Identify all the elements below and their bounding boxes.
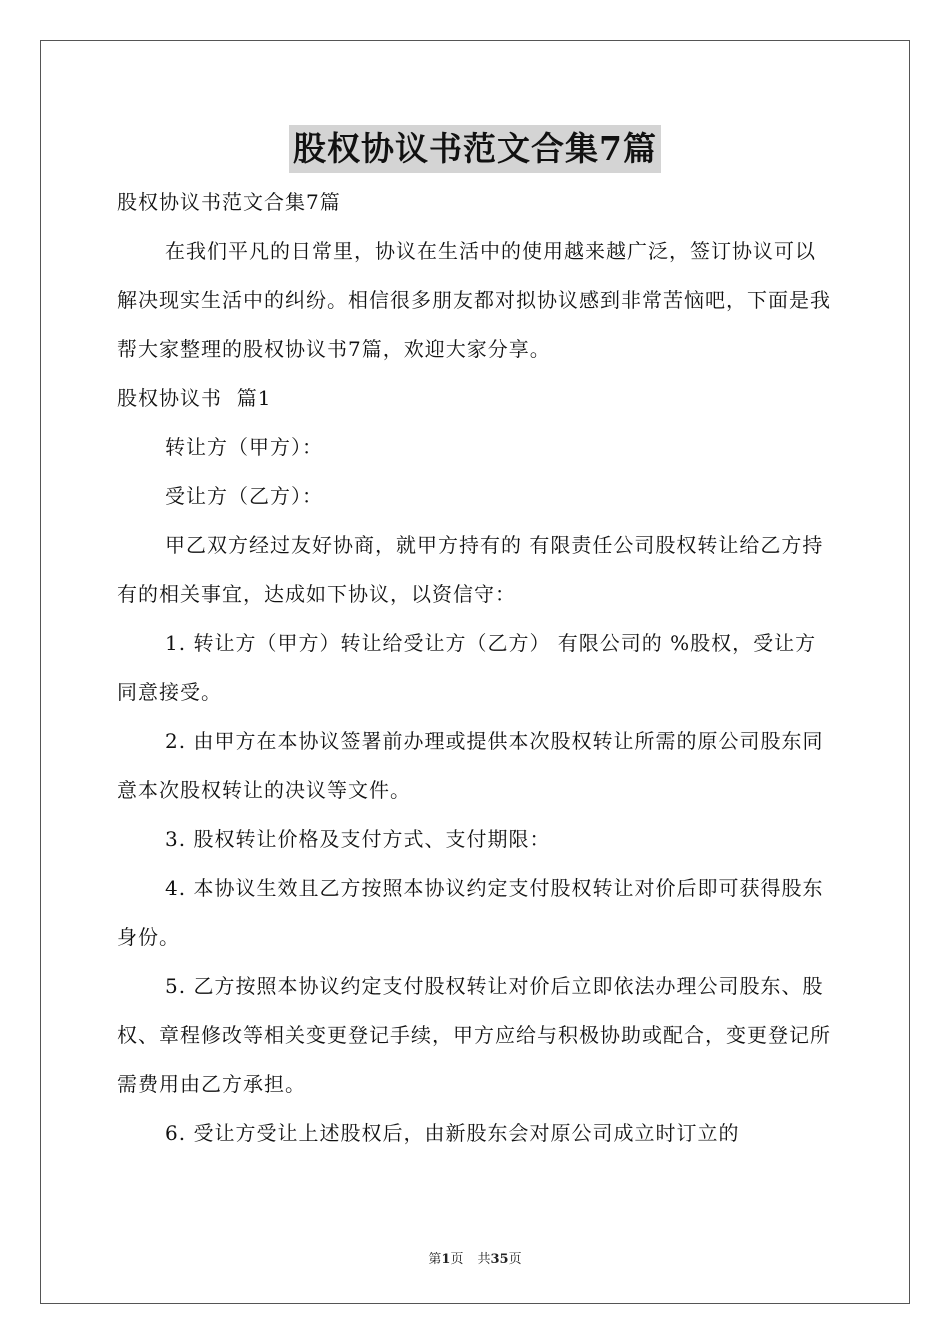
document-subtitle: 股权协议书范文合集7篇 [117, 190, 341, 214]
total-suffix: 页 [508, 1252, 522, 1267]
party-b-line: 受让方（乙方）： [165, 484, 323, 508]
page-footer [0, 1248, 950, 1267]
page-prefix: 第 [428, 1252, 442, 1267]
document-body [117, 178, 835, 1158]
party-a-line: 转让方（甲方）： [165, 435, 323, 459]
section-heading: 股权协议书 篇1 [117, 386, 272, 410]
intro-paragraph: 在我们平凡的日常里，协议在生活中的使用越来越广泛，签订协议可以解决现实生活中的纠纷。相信很多朋友都对拟协议感到非常苦恼吧，下面是我帮大家整理的股权协议书7篇，欢迎大家分享。 [117, 239, 831, 361]
clause-2: 2. 由甲方在本协议签署前办理或提供本次股权转让所需的原公司股东同意本次股权转让的决议等文件。 [117, 729, 824, 802]
preamble-paragraph: 甲乙双方经过友好协商，就甲方持有的 有限责任公司股权转让给乙方持有的相关事宜，达成如下协议，以资信守： [117, 533, 824, 606]
clause-6: 6. 受让方受让上述股权后，由新股东会对原公司成立时订立的 [165, 1121, 740, 1145]
clause-4: 4. 本协议生效且乙方按照本协议约定支付股权转让对价后即可获得股东身份。 [117, 876, 824, 949]
clause-5: 5. 乙方按照本协议约定支付股权转让对价后立即依法办理公司股东、股权、章程修改等相关变更登记手续，甲方应给与积极协助或配合，变更登记所需费用由乙方承担。 [117, 974, 831, 1096]
total-pages: 35 [490, 1252, 509, 1267]
document-title: 股权协议书范文合集7篇 [289, 125, 661, 173]
clause-1: 1. 转让方（甲方）转让给受让方（乙方） 有限公司的 %股权，受让方同意接受。 [117, 631, 817, 704]
total-prefix: 共 [477, 1252, 491, 1267]
title-container [0, 125, 950, 173]
clause-3: 3. 股权转让价格及支付方式、支付期限： [165, 827, 551, 851]
page-number: 1 [441, 1252, 451, 1267]
page-suffix: 页 [450, 1252, 464, 1267]
